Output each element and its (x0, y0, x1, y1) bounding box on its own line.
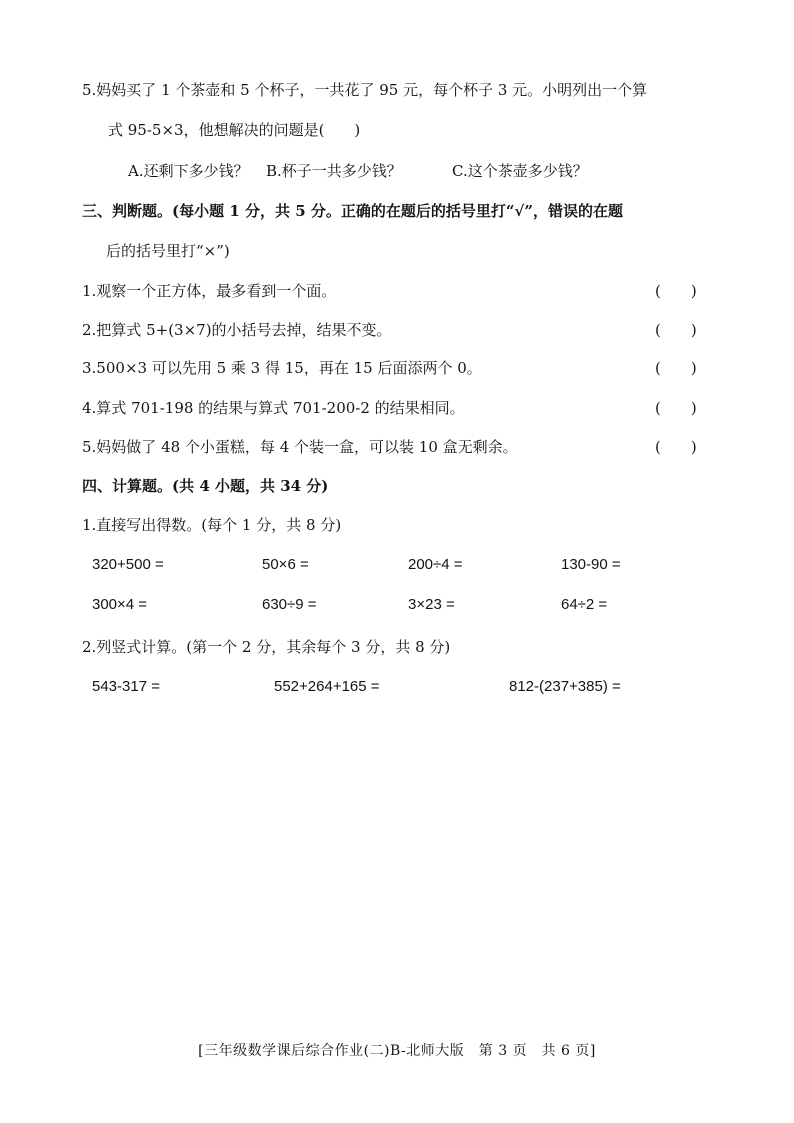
q5-option-a: A.还剩下多少钱？ (128, 162, 249, 180)
section4-sub1-title: 1.直接写出得数。(每个 1 分，共 8 分) (82, 516, 342, 534)
judge-answer-paren-3[interactable]: ( ) (655, 359, 697, 377)
judge-item-5: 5.妈妈做了 48 个小蛋糕，每 4 个装一盒，可以装 10 盒无剩余。 (82, 438, 518, 456)
q5-option-b: B.杯子一共多少钱？ (266, 162, 402, 180)
judge-item-1: 1.观察一个正方体，最多看到一个面。 (82, 282, 337, 300)
vertical-calc-3: 812-(237+385) = (509, 678, 621, 695)
judge-answer-paren-2[interactable]: ( ) (655, 321, 697, 339)
judge-answer-paren-5[interactable]: ( ) (655, 438, 697, 456)
oral-calc-6: 630÷9 = (262, 596, 317, 613)
section3-title-line2: 后的括号里打“×”) (106, 242, 230, 260)
judge-answer-paren-4[interactable]: ( ) (655, 399, 697, 417)
section4-sub2-title: 2.列竖式计算。(第一个 2 分，其余每个 3 分，共 8 分) (82, 638, 451, 656)
q5-stem-line1: 5.妈妈买了 1 个茶壶和 5 个杯子，一共花了 95 元，每个杯子 3 元。小明列出一个算 (82, 81, 648, 99)
oral-calc-2: 50×6 = (262, 556, 309, 573)
section3-title-line1: 三、判断题。(每小题 1 分，共 5 分。正确的在题后的括号里打“√”，错误的在题 (82, 202, 623, 220)
judge-answer-paren-1[interactable]: ( ) (655, 282, 697, 300)
oral-calc-4: 130-90 = (561, 556, 621, 573)
q5-option-c: C.这个茶壶多少钱？ (452, 162, 588, 180)
judge-item-4: 4.算式 701-198 的结果与算式 701-200-2 的结果相同。 (82, 399, 465, 417)
section4-title: 四、计算题。(共 4 小题，共 34 分) (82, 477, 329, 495)
oral-calc-1: 320+500 = (92, 556, 164, 573)
page-footer: [三年级数学课后综合作业(二)B-北师大版 第 3 页 共 6 页] (198, 1043, 596, 1059)
oral-calc-8: 64÷2 = (561, 596, 608, 613)
vertical-calc-1: 543-317 = (92, 678, 160, 695)
q5-stem-line2: 式 95-5×3，他想解决的问题是( ) (108, 121, 361, 139)
vertical-calc-2: 552+264+165 = (274, 678, 380, 695)
judge-item-2: 2.把算式 5+(3×7)的小括号去掉，结果不变。 (82, 321, 392, 339)
oral-calc-3: 200÷4 = (408, 556, 463, 573)
judge-item-3: 3.500×3 可以先用 5 乘 3 得 15，再在 15 后面添两个 0。 (82, 359, 482, 377)
oral-calc-7: 3×23 = (408, 596, 455, 613)
oral-calc-5: 300×4 = (92, 596, 148, 613)
